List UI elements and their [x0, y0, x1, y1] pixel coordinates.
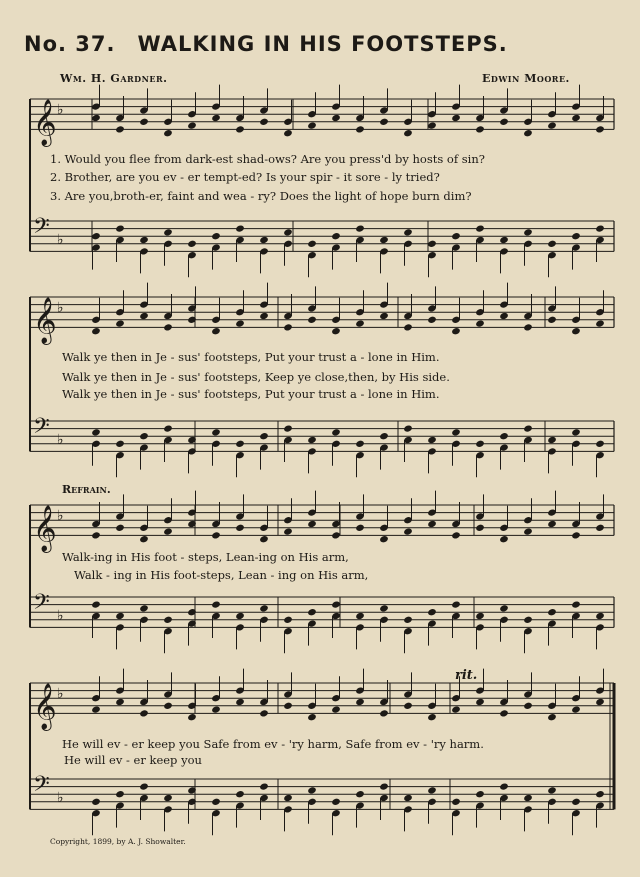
verse-2-line-1: 2. Brother, are you ev - er tempt-ed? Is your spir - it sore - ly tried?: [50, 170, 440, 184]
note-head: [427, 608, 437, 616]
note-head: [451, 428, 461, 436]
note-head: [451, 531, 461, 539]
note-head: [523, 794, 533, 802]
flat-icon: ♭: [57, 790, 64, 806]
note-head: [547, 786, 557, 794]
bass-clef-icon: 𝄢: [33, 772, 50, 802]
note-head: [307, 316, 317, 324]
note-head: [499, 118, 509, 126]
note-head: [187, 713, 197, 721]
note-head: [91, 600, 101, 608]
note-head: [379, 118, 389, 126]
note-head: [403, 794, 413, 802]
note-head: [307, 240, 317, 248]
flat-icon: ♭: [57, 102, 64, 118]
note-head: [235, 790, 245, 798]
note-head: [91, 531, 101, 539]
note-head: [211, 600, 221, 608]
note-head: [499, 535, 509, 543]
note-head: [307, 121, 317, 129]
note-head: [475, 790, 485, 798]
note-head: [139, 236, 149, 244]
note-head: [139, 535, 149, 543]
note-head: [547, 436, 557, 444]
note-head: [235, 224, 245, 232]
note-head: [331, 428, 341, 436]
note-head: [379, 236, 389, 244]
note-head: [115, 125, 125, 133]
note-head: [211, 705, 221, 713]
note-head: [571, 798, 581, 806]
bass-clef-icon: 𝄢: [33, 414, 50, 444]
note-head: [211, 114, 221, 122]
note-head: [451, 705, 461, 713]
note-head: [283, 794, 293, 802]
note-head: [427, 786, 437, 794]
note-head: [91, 327, 101, 335]
note-head: [547, 520, 557, 528]
verse-3-line-2: Walk ye then in Je - sus' footsteps, Put your trust a - lone in Him.: [62, 387, 440, 401]
flat-icon: ♭: [57, 686, 64, 702]
note-head: [427, 713, 437, 721]
note-head: [571, 114, 581, 122]
note-head: [283, 702, 293, 710]
hymn-number: No. 37.: [24, 32, 116, 56]
note-head: [91, 232, 101, 240]
note-head: [571, 600, 581, 608]
note-head: [523, 129, 533, 137]
note-head: [355, 524, 365, 532]
note-head: [475, 612, 485, 620]
note-head: [91, 428, 101, 436]
flat-icon: ♭: [57, 608, 64, 624]
note-head: [571, 428, 581, 436]
note-head: [595, 612, 605, 620]
note-head: [259, 535, 269, 543]
refrain-lyric-bass: Walk - ing in His foot-steps, Lean - ing on His arm,: [74, 568, 369, 582]
note-head: [139, 709, 149, 717]
note-head: [139, 312, 149, 320]
note-head: [499, 782, 509, 790]
note-head: [451, 114, 461, 122]
note-head: [403, 702, 413, 710]
note-head: [259, 432, 269, 440]
note-head: [115, 612, 125, 620]
note-head: [307, 608, 317, 616]
note-head: [91, 705, 101, 713]
note-head: [379, 432, 389, 440]
note-head: [475, 698, 485, 706]
note-head: [163, 794, 173, 802]
note-head: [475, 224, 485, 232]
note-head: [211, 798, 221, 806]
note-head: [379, 709, 389, 717]
note-head: [379, 782, 389, 790]
note-head: [115, 524, 125, 532]
note-head: [331, 114, 341, 122]
bass-clef-icon: 𝄢: [33, 590, 50, 620]
note-head: [259, 118, 269, 126]
note-head: [139, 432, 149, 440]
note-head: [475, 440, 485, 448]
note-head: [283, 616, 293, 624]
note-head: [571, 232, 581, 240]
verse-3-line-1: 3. Are you,broth-er, faint and wea - ry? Does the light of hope burn dim?: [50, 189, 472, 203]
note-head: [355, 698, 365, 706]
ritardando-mark: rit.: [455, 668, 478, 683]
note-head: [523, 424, 533, 432]
note-head: [475, 125, 485, 133]
note-head: [211, 232, 221, 240]
note-head: [331, 327, 341, 335]
note-head: [499, 709, 509, 717]
note-head: [91, 114, 101, 122]
note-head: [163, 702, 173, 710]
treble-clef-icon: 𝄞: [33, 99, 57, 146]
refrain-lyric-soprano: Walk-ing in His foot - steps, Lean-ing on His arm,: [62, 550, 349, 564]
flat-icon: ♭: [57, 300, 64, 316]
refrain-label: Refrain.: [62, 483, 111, 496]
note-head: [403, 424, 413, 432]
note-head: [307, 520, 317, 528]
note-head: [187, 121, 197, 129]
note-head: [571, 705, 581, 713]
note-head: [235, 125, 245, 133]
note-head: [451, 798, 461, 806]
treble-clef-icon: 𝄞: [33, 297, 57, 344]
note-head: [307, 786, 317, 794]
note-head: [547, 608, 557, 616]
note-head: [163, 228, 173, 236]
note-head: [259, 236, 269, 244]
note-head: [571, 327, 581, 335]
note-head: [403, 323, 413, 331]
note-head: [379, 312, 389, 320]
bass-clef-icon: 𝄢: [33, 214, 50, 244]
note-head: [283, 129, 293, 137]
note-head: [403, 228, 413, 236]
note-head: [307, 713, 317, 721]
note-head: [163, 616, 173, 624]
note-head: [475, 524, 485, 532]
note-head: [547, 316, 557, 324]
note-head: [283, 228, 293, 236]
note-head: [115, 790, 125, 798]
note-head: [595, 319, 605, 327]
note-head: [403, 527, 413, 535]
note-head: [139, 782, 149, 790]
note-head: [331, 531, 341, 539]
note-head: [259, 782, 269, 790]
note-head: [115, 319, 125, 327]
note-head: [139, 118, 149, 126]
lyricist-credit: Wm. H. Gardner.: [60, 72, 168, 85]
note-head: [259, 312, 269, 320]
note-head: [427, 240, 437, 248]
note-head: [595, 524, 605, 532]
flat-icon: ♭: [57, 508, 64, 524]
note-head: [355, 224, 365, 232]
hymn-name: WALKING IN HIS FOOTSTEPS.: [137, 32, 508, 56]
note-head: [355, 440, 365, 448]
treble-clef-icon: 𝄞: [33, 683, 57, 730]
composer-credit: Edwin Moore.: [482, 72, 570, 85]
note-head: [331, 705, 341, 713]
note-head: [427, 520, 437, 528]
note-head: [235, 440, 245, 448]
note-head: [163, 129, 173, 137]
note-head: [403, 616, 413, 624]
flat-icon: ♭: [57, 432, 64, 448]
note-head: [595, 790, 605, 798]
verse-1-line-1: 1. Would you flee from dark-est shad-ows? Are you press'd by hosts of sin?: [50, 152, 485, 166]
note-head: [163, 424, 173, 432]
note-head: [259, 709, 269, 717]
note-head: [331, 600, 341, 608]
note-head: [163, 527, 173, 535]
note-head: [547, 121, 557, 129]
note-head: [331, 232, 341, 240]
note-head: [115, 440, 125, 448]
note-head: [115, 224, 125, 232]
note-head: [571, 531, 581, 539]
treble-clef-icon: 𝄞: [33, 505, 57, 552]
note-head: [523, 702, 533, 710]
note-head: [523, 228, 533, 236]
note-head: [163, 323, 173, 331]
note-head: [235, 524, 245, 532]
verse-1-line-2: Walk ye then in Je - sus' footsteps, Put your trust a - lone in Him.: [62, 350, 440, 364]
note-head: [595, 224, 605, 232]
note-head: [283, 527, 293, 535]
note-head: [427, 436, 437, 444]
copyright-notice: Copyright, 1899, by A. J. Showalter.: [50, 837, 186, 846]
note-head: [115, 698, 125, 706]
note-head: [211, 531, 221, 539]
note-head: [547, 240, 557, 248]
note-head: [259, 604, 269, 612]
note-head: [355, 319, 365, 327]
verse-2-line-2: Walk ye then in Je - sus' footsteps, Keep ye close,then, by His side.: [62, 370, 450, 384]
note-head: [235, 698, 245, 706]
note-head: [499, 236, 509, 244]
note-head: [427, 121, 437, 129]
note-head: [283, 424, 293, 432]
note-head: [187, 240, 197, 248]
note-head: [523, 616, 533, 624]
note-head: [451, 232, 461, 240]
note-head: [211, 327, 221, 335]
note-head: [379, 604, 389, 612]
note-head: [355, 125, 365, 133]
closing-lyric-bass: He will ev - er keep you: [64, 753, 202, 767]
closing-lyric-soprano: He will ev - er keep you Safe from ev - 'ry harm, Safe from ev - 'ry harm.: [62, 737, 484, 751]
note-head: [523, 323, 533, 331]
note-head: [451, 600, 461, 608]
note-head: [523, 527, 533, 535]
note-head: [235, 612, 245, 620]
note-head: [211, 428, 221, 436]
note-head: [355, 612, 365, 620]
note-head: [595, 698, 605, 706]
note-head: [331, 798, 341, 806]
note-head: [379, 535, 389, 543]
note-head: [499, 432, 509, 440]
flat-icon: ♭: [57, 232, 64, 248]
note-head: [283, 323, 293, 331]
note-head: [499, 604, 509, 612]
note-head: [403, 129, 413, 137]
note-head: [235, 319, 245, 327]
note-head: [499, 312, 509, 320]
note-head: [139, 604, 149, 612]
note-head: [547, 713, 557, 721]
note-head: [475, 319, 485, 327]
note-head: [427, 316, 437, 324]
note-head: [595, 440, 605, 448]
note-head: [451, 327, 461, 335]
note-head: [595, 125, 605, 133]
note-head: [91, 798, 101, 806]
note-head: [307, 436, 317, 444]
note-head: [355, 790, 365, 798]
